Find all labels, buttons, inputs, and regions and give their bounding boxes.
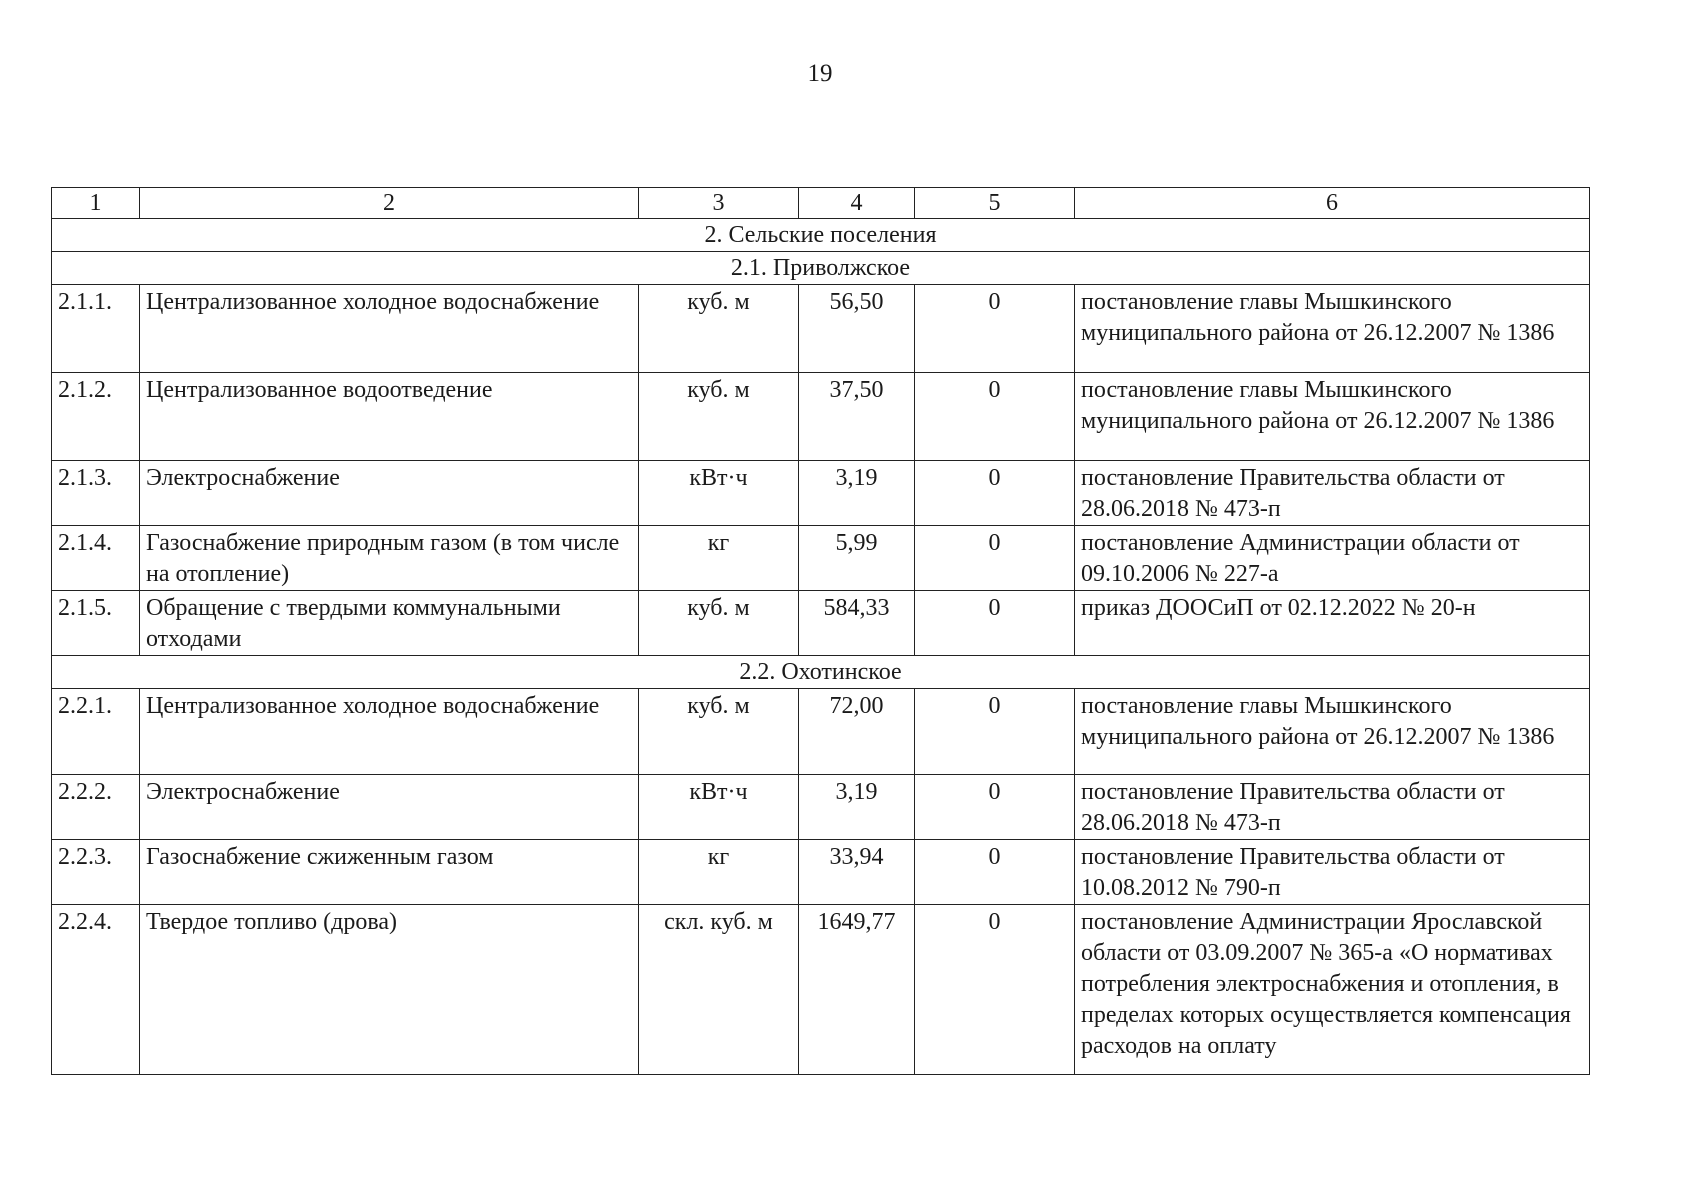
norms-table [51,187,1590,1075]
norm-value: 3,19 [799,775,915,840]
header-cell: 6 [1075,188,1590,219]
row-number: 2.1.4. [52,526,140,591]
service-name: Газоснабжение сжиженным газом [140,840,639,905]
page-number: 19 [807,60,833,87]
table-row [52,591,1590,656]
service-name: Электроснабжение [140,775,639,840]
legal-basis: постановление Администрации области от 09.10.2006 № 227-а [1075,526,1590,591]
legal-basis: постановление Администрации Ярославской области от 03.09.2007 № 365-а «О нормативах потребления электроснабжения и отопления, в пределах которых осуществляется компенсация расходов на оплату [1075,905,1590,1075]
col5-value: 0 [915,689,1075,775]
row-number: 2.2.2. [52,775,140,840]
header-cell: 5 [915,188,1075,219]
row-number: 2.1.1. [52,285,140,373]
col5-value: 0 [915,373,1075,461]
service-name: Централизованное водоотведение [140,373,639,461]
norm-value: 37,50 [799,373,915,461]
service-name: Обращение с твердыми коммунальными отходами [140,591,639,656]
service-name: Электроснабжение [140,461,639,526]
legal-basis: постановление главы Мышкинского муниципального района от 26.12.2007 № 1386 [1075,689,1590,775]
row-number: 2.1.5. [52,591,140,656]
row-number: 2.2.1. [52,689,140,775]
unit-cell: скл. куб. м [639,905,799,1075]
col5-value: 0 [915,526,1075,591]
subsection-title: 2.2. Охотинское [52,656,1590,689]
unit-cell: куб. м [639,591,799,656]
table-header-row [52,188,1590,219]
service-name: Твердое топливо (дрова) [140,905,639,1075]
table-row [52,775,1590,840]
unit-cell: кВт·ч [639,775,799,840]
service-name: Централизованное холодное водоснабжение [140,285,639,373]
subsection-row [52,252,1590,285]
norm-value: 584,33 [799,591,915,656]
header-cell: 2 [140,188,639,219]
service-name: Газоснабжение природным газом (в том числе на отопление) [140,526,639,591]
legal-basis: постановление главы Мышкинского муниципального района от 26.12.2007 № 1386 [1075,285,1590,373]
unit-cell: куб. м [639,689,799,775]
norm-value: 56,50 [799,285,915,373]
col5-value: 0 [915,905,1075,1075]
col5-value: 0 [915,591,1075,656]
table-row [52,461,1590,526]
unit-cell: кВт·ч [639,461,799,526]
legal-basis: приказ ДООСиП от 02.12.2022 № 20-н [1075,591,1590,656]
table-row [52,689,1590,775]
legal-basis: постановление Правительства области от 28.06.2018 № 473-п [1075,775,1590,840]
table-row [52,840,1590,905]
table-row [52,373,1590,461]
unit-cell: куб. м [639,373,799,461]
header-cell: 3 [639,188,799,219]
subsection-row [52,656,1590,689]
col5-value: 0 [915,840,1075,905]
norm-value: 33,94 [799,840,915,905]
col5-value: 0 [915,285,1075,373]
section-row [52,219,1590,252]
norm-value: 3,19 [799,461,915,526]
section-title: 2. Сельские поселения [52,219,1590,252]
norm-value: 1649,77 [799,905,915,1075]
header-cell: 1 [52,188,140,219]
header-cell: 4 [799,188,915,219]
unit-cell: кг [639,840,799,905]
row-number: 2.1.2. [52,373,140,461]
row-number: 2.1.3. [52,461,140,526]
norm-value: 72,00 [799,689,915,775]
table-row [52,526,1590,591]
service-name: Централизованное холодное водоснабжение [140,689,639,775]
col5-value: 0 [915,775,1075,840]
table-row [52,285,1590,373]
row-number: 2.2.4. [52,905,140,1075]
legal-basis: постановление главы Мышкинского муниципального района от 26.12.2007 № 1386 [1075,373,1590,461]
legal-basis: постановление Правительства области от 10.08.2012 № 790-п [1075,840,1590,905]
norm-value: 5,99 [799,526,915,591]
row-number: 2.2.3. [52,840,140,905]
legal-basis: постановление Правительства области от 28.06.2018 № 473-п [1075,461,1590,526]
col5-value: 0 [915,461,1075,526]
table-row [52,905,1590,1075]
subsection-title: 2.1. Приволжское [52,252,1590,285]
unit-cell: куб. м [639,285,799,373]
unit-cell: кг [639,526,799,591]
